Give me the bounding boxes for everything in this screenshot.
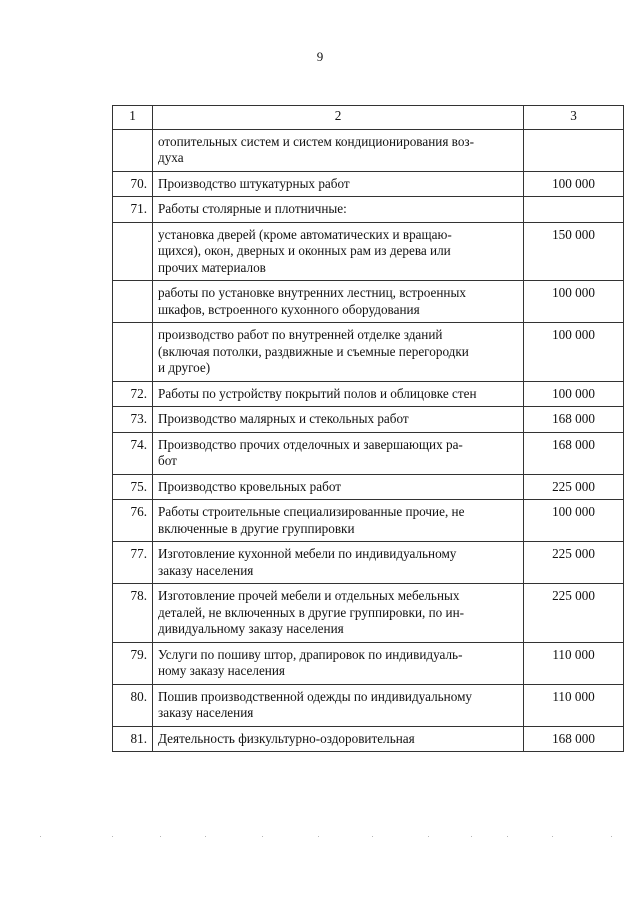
row-description: установка дверей (кроме автоматических и вращаю- щихся), окон, дверных и оконных рам из дерева или прочих материалов [153, 222, 524, 281]
row-number: 73. [113, 407, 153, 433]
row-value: 100 000 [524, 323, 624, 382]
row-number: 79. [113, 642, 153, 684]
row-description: Изготовление кухонной мебели по индивидуальному заказу населения [153, 542, 524, 584]
row-number: 70. [113, 171, 153, 197]
row-number: 76. [113, 500, 153, 542]
scan-dot [160, 836, 161, 837]
row-number: 77. [113, 542, 153, 584]
row-description: работы по установке внутренних лестниц, встроенных шкафов, встроенного кухонного оборудования [153, 281, 524, 323]
row-value [524, 197, 624, 223]
row-value: 225 000 [524, 542, 624, 584]
row-description: Пошив производственной одежды по индивидуальному заказу населения [153, 684, 524, 726]
row-value: 168 000 [524, 726, 624, 752]
table-row [113, 222, 624, 281]
row-value: 100 000 [524, 381, 624, 407]
scan-dot [318, 836, 319, 837]
table-body [113, 106, 624, 752]
row-number: 75. [113, 474, 153, 500]
scan-dot [40, 836, 41, 837]
row-description: Услуги по пошиву штор, драпировок по индивидуаль- ному заказу населения [153, 642, 524, 684]
scan-dot [428, 836, 429, 837]
row-description: Производство кровельных работ [153, 474, 524, 500]
scan-dot [112, 836, 113, 837]
table-row [113, 642, 624, 684]
row-description: Работы столярные и плотничные: [153, 197, 524, 223]
row-number: 81. [113, 726, 153, 752]
scan-dot [552, 836, 553, 837]
row-description: Производство малярных и стекольных работ [153, 407, 524, 433]
row-number: 78. [113, 584, 153, 643]
row-number [113, 129, 153, 171]
row-description: Изготовление прочей мебели и отдельных мебельных деталей, не включенных в другие группировки, по ин- дивидуальному заказу населения [153, 584, 524, 643]
table-row [113, 171, 624, 197]
column-header-value: 3 [524, 106, 624, 130]
table-row [113, 323, 624, 382]
row-value [524, 129, 624, 171]
table-header-row [113, 106, 624, 130]
row-value: 150 000 [524, 222, 624, 281]
row-number: 74. [113, 432, 153, 474]
row-value: 100 000 [524, 500, 624, 542]
row-number [113, 281, 153, 323]
row-number [113, 323, 153, 382]
table-row [113, 500, 624, 542]
scan-dot [262, 836, 263, 837]
row-description: Работы строительные специализированные прочие, не включенные в другие группировки [153, 500, 524, 542]
scan-dot [471, 836, 472, 837]
row-description: Работы по устройству покрытий полов и облицовке стен [153, 381, 524, 407]
scan-dot [507, 836, 508, 837]
row-value: 225 000 [524, 584, 624, 643]
table-row [113, 474, 624, 500]
table-row [113, 197, 624, 223]
row-value: 168 000 [524, 407, 624, 433]
row-number: 80. [113, 684, 153, 726]
row-value: 110 000 [524, 684, 624, 726]
table-row [113, 432, 624, 474]
table-row [113, 542, 624, 584]
scan-dot [205, 836, 206, 837]
row-description: Деятельность физкультурно-оздоровительная [153, 726, 524, 752]
column-header-description: 2 [153, 106, 524, 130]
table-row [113, 684, 624, 726]
table-row [113, 281, 624, 323]
row-value: 168 000 [524, 432, 624, 474]
row-number: 71. [113, 197, 153, 223]
services-table [112, 105, 624, 752]
row-description: Производство штукатурных работ [153, 171, 524, 197]
table-row [113, 381, 624, 407]
table-row [113, 726, 624, 752]
scan-dot [611, 836, 612, 837]
row-value: 110 000 [524, 642, 624, 684]
row-description: Производство прочих отделочных и завершающих ра- бот [153, 432, 524, 474]
row-number [113, 222, 153, 281]
table-row [113, 129, 624, 171]
row-value: 225 000 [524, 474, 624, 500]
row-value: 100 000 [524, 281, 624, 323]
column-header-number: 1 [113, 106, 153, 130]
table-row [113, 584, 624, 643]
scan-dot [372, 836, 373, 837]
row-value: 100 000 [524, 171, 624, 197]
table-row [113, 407, 624, 433]
page-number: 9 [316, 49, 324, 64]
row-description: отопительных систем и систем кондиционирования воз- духа [153, 129, 524, 171]
row-description: производство работ по внутренней отделке зданий (включая потолки, раздвижные и съемные перегородки и другое) [153, 323, 524, 382]
row-number: 72. [113, 381, 153, 407]
scan-artifact-dots [0, 836, 640, 846]
